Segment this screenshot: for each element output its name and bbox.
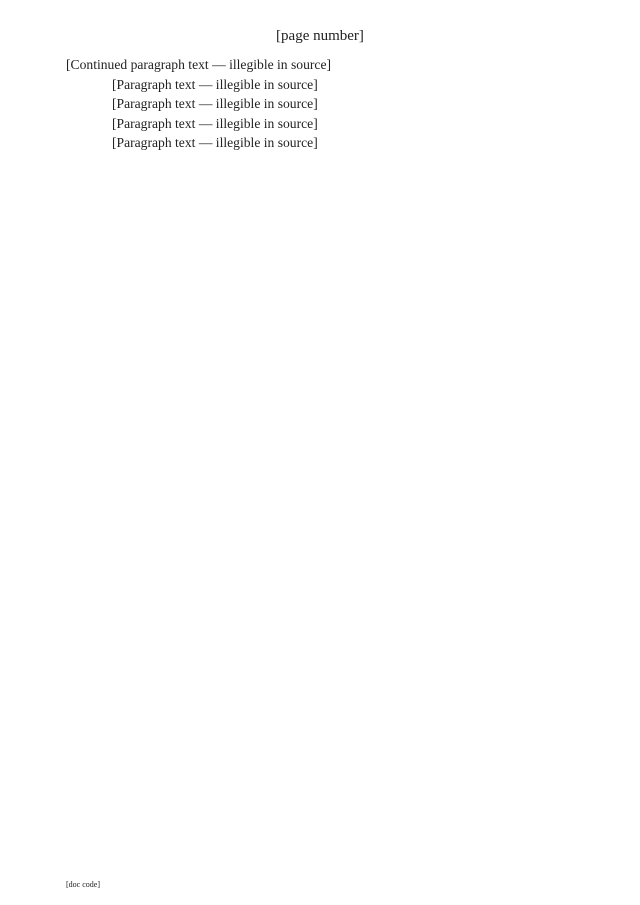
- page-number: [page number]: [276, 28, 364, 44]
- document-code: [doc code]: [66, 880, 100, 889]
- paragraph: [Paragraph text — illegible in source]: [112, 76, 318, 92]
- paragraph: [Continued paragraph text — illegible in source]: [66, 57, 331, 72]
- paragraph: [Paragraph text — illegible in source]: [112, 115, 318, 131]
- paragraph: [Paragraph text — illegible in source]: [112, 96, 318, 112]
- paragraph: [Paragraph text — illegible in source]: [112, 135, 318, 151]
- document-body: [66, 55, 564, 153]
